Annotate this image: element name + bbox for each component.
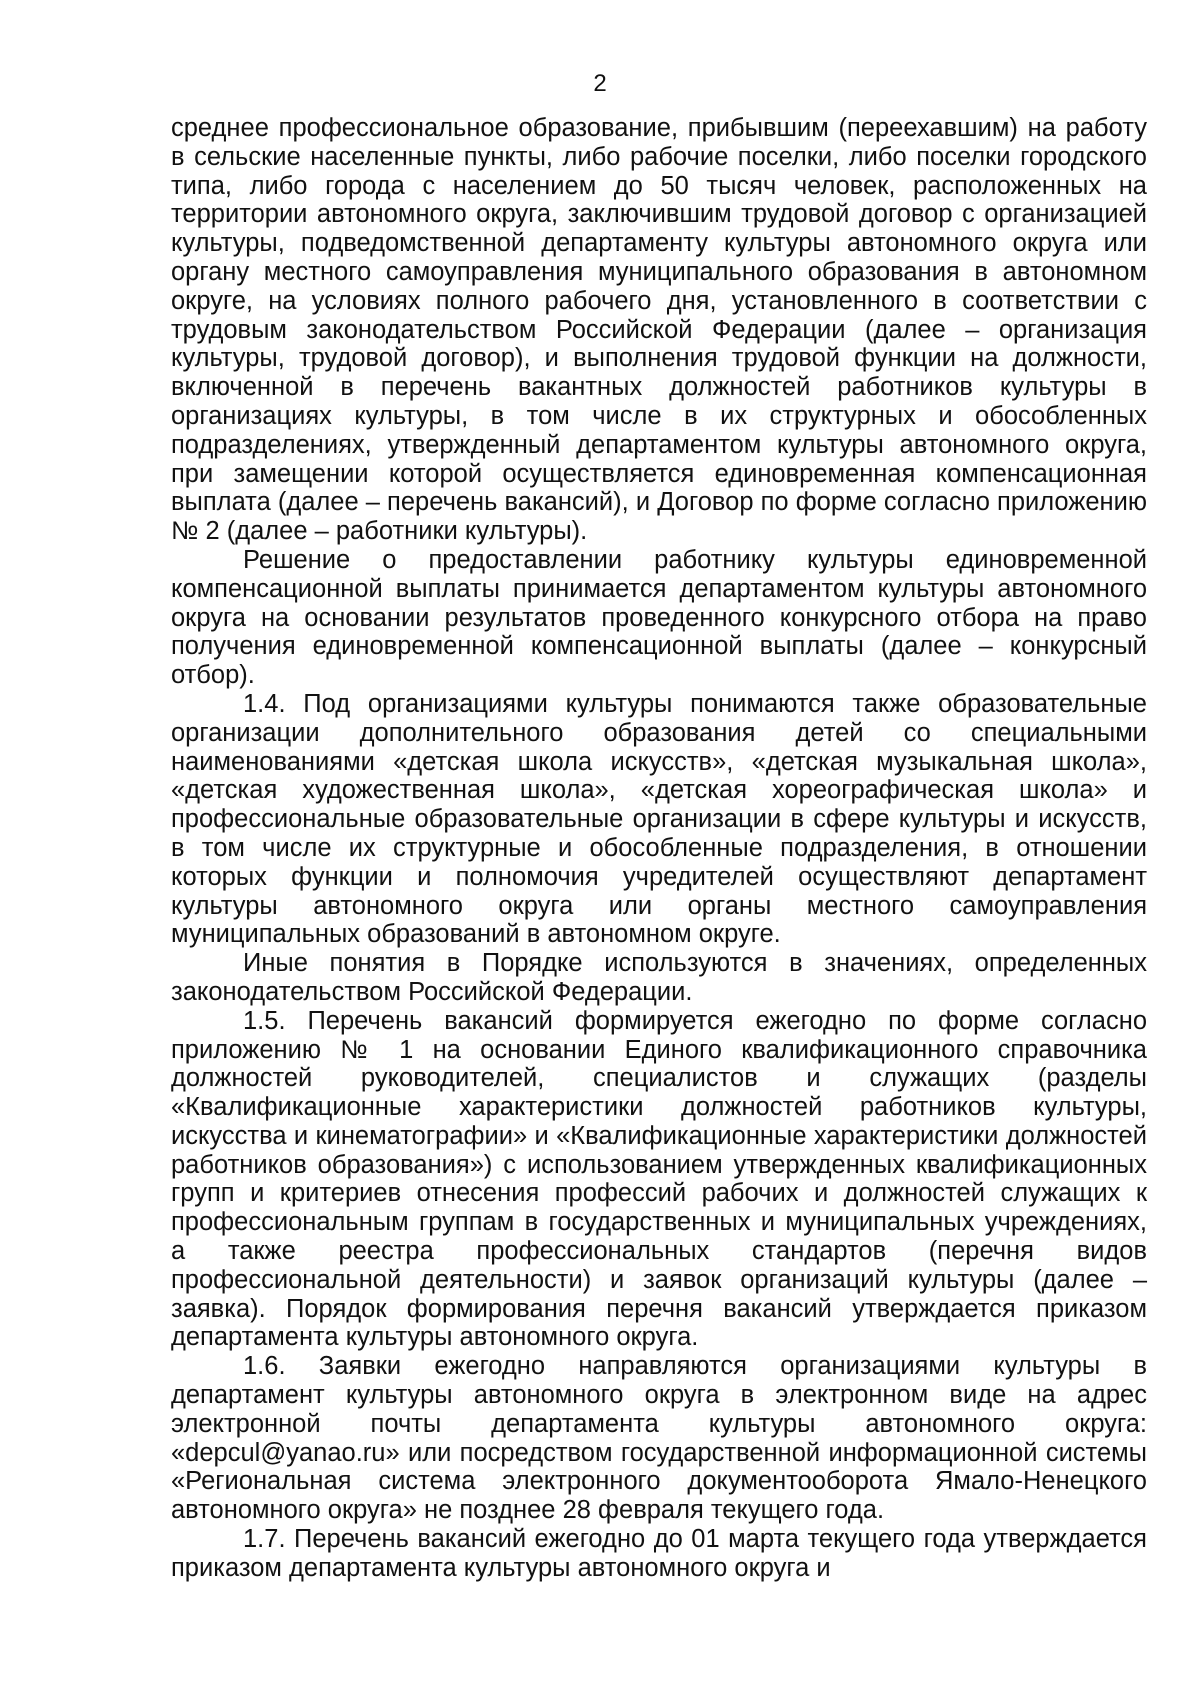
document-body	[171, 114, 1147, 1583]
paragraph-decision: Решение о предоставлении работнику культуры единовременной компенсационной выплаты принимается департаментом культуры автономного округа на основании результатов проведенного конкурсного отбора на право получения единовременной компенсационной выплаты (далее – конкурсный отбор).	[171, 545, 1147, 690]
paragraph-1-6: 1.6. Заявки ежегодно направляются организациями культуры в департамент культуры автономного округа в электронном виде на адрес электронной почты департамента культуры автономного округа: «depcul@yanao.ru» или посредством государственной информационной системы «Региональная система электронного документооборота Ямало-Ненецкого автономного округа» не позднее 28 февраля текущего года.	[171, 1352, 1147, 1525]
paragraph-continuation: среднее профессиональное образование, прибывшим (переехавшим) на работу в сельские населенные пункты, либо рабочие поселки, либо поселки городского типа, либо города с населением до 50 тысяч человек, расположенных на территории автономного округа, заключившим трудовой договор с организацией культуры, подведомственной департаменту культуры автономного округа или органу местного самоуправления муниципального образования в автономном округе, на условиях полного рабочего дня, установленного в соответствии с трудовым законодательством Российской Федерации (далее – организация культуры, трудовой договор), и выполнения трудовой функции на должности, включенной в перечень вакантных должностей работников культуры в организациях культуры, в том числе в их структурных и обособленных подразделениях, утвержденный департаментом культуры автономного округа, при замещении которой осуществляется единовременная компенсационная выплата (далее – перечень вакансий), и Договор по форме согласно приложению № 2 (далее – работники культуры).	[171, 114, 1147, 546]
paragraph-1-7: 1.7. Перечень вакансий ежегодно до 01 марта текущего года утверждается приказом департамента культуры автономного округа и	[171, 1525, 1147, 1582]
paragraph-other-terms: Иные понятия в Порядке используются в значениях, определенных законодательством Российской Федерации.	[171, 949, 1147, 1006]
paragraph-1-5: 1.5. Перечень вакансий формируется ежегодно по форме согласно приложению № 1 на основании Единого квалификационного справочника должностей руководителей, специалистов и служащих (разделы «Квалификационные характеристики должностей работников культуры, искусства и кинематографии» и «Квалификационные характеристики должностей работников образования») с использованием утвержденных квалификационных групп и критериев отнесения профессий рабочих и должностей служащих к профессиональным группам в государственных и муниципальных учреждениях, а также реестра профессиональных стандартов (перечня видов профессиональной деятельности) и заявок организаций культуры (далее – заявка). Порядок формирования перечня вакансий утверждается приказом департамента культуры автономного округа.	[171, 1006, 1147, 1352]
paragraph-1-4: 1.4. Под организациями культуры понимаются также образовательные организации дополнительного образования детей со специальными наименованиями «детская школа искусств», «детская музыкальная школа», «детская художественная школа», «детская хореографическая школа» и профессиональные образовательные организации в сфере культуры и искусств, в том числе их структурные и обособленные подразделения, в отношении которых функции и полномочия учредителей осуществляют департамент культуры автономного округа или органы местного самоуправления муниципальных образований в автономном округе.	[171, 689, 1147, 949]
page-number: 2	[593, 70, 607, 97]
